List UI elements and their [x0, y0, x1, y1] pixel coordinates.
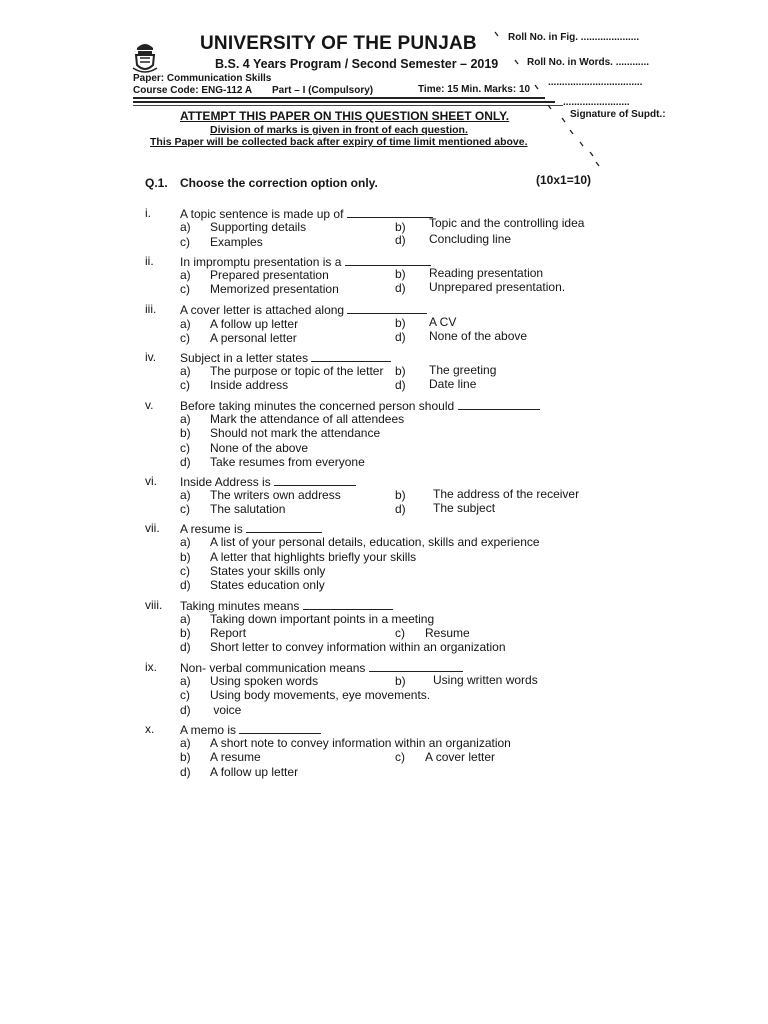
option-d: d) Short letter to convey information within an organization — [180, 640, 506, 654]
item-stem: A memo is — [180, 722, 321, 738]
item-number: ii. — [145, 254, 154, 268]
option-a: a) Mark the attendance of all attendees — [180, 412, 405, 426]
item-stem: A resume is — [180, 521, 322, 537]
question-instruction: Choose the correction option only. — [180, 176, 378, 190]
university-crest-icon — [131, 38, 159, 74]
option-b: b) — [395, 674, 406, 688]
option-a: a) A short note to convey information within an organization — [180, 736, 511, 750]
item-number: x. — [145, 722, 155, 736]
item-number: v. — [145, 398, 154, 412]
item-stem: Taking minutes means — [180, 598, 393, 614]
item-number: iii. — [145, 302, 157, 316]
course-code: Course Code: ENG-112 A — [133, 85, 253, 96]
option-c: c) A personal letter — [180, 331, 297, 345]
signature-label: Signature of Supdt.: — [570, 109, 666, 120]
option-b: b) — [395, 364, 406, 378]
option-c: c) Memorized presentation — [180, 282, 339, 296]
university-title: UNIVERSITY OF THE PUNJAB — [200, 33, 477, 54]
option-a: a) The purpose or topic of the letter — [180, 364, 384, 378]
option-d: d) — [395, 281, 406, 295]
option-b: b) — [395, 316, 406, 330]
option-c: c) Using body movements, eye movements. — [180, 688, 431, 702]
option-d-text: Unprepared presentation. — [429, 280, 566, 294]
option-a: a) The writers own address — [180, 488, 341, 502]
item-number: i. — [145, 206, 151, 220]
option-d-text: None of the above — [429, 329, 528, 343]
paper-name: Paper: Communication Skills — [133, 73, 272, 84]
option-b-text: A CV — [429, 315, 457, 329]
item-number: iv. — [145, 350, 157, 364]
part-label: Part – I (Compulsory) — [272, 85, 374, 96]
header-rule — [133, 97, 545, 99]
option-b: b) Should not mark the attendance — [180, 426, 381, 440]
option-d-text: Concluding line — [429, 232, 512, 246]
time-marks: Time: 15 Min. Marks: 10 — [418, 84, 531, 95]
item-number: viii. — [145, 598, 163, 612]
option-d: d) A follow up letter — [180, 765, 299, 779]
item-stem: Inside Address is — [180, 474, 356, 490]
roll-no-fig: Roll No. in Fig. ..................... — [508, 32, 640, 43]
option-a: a) A follow up letter — [180, 317, 299, 331]
option-d: d) — [395, 378, 406, 392]
option-c: c) A cover letter — [395, 750, 496, 764]
program-line: B.S. 4 Years Program / Second Semester – 2019 — [215, 57, 499, 71]
item-stem: In impromptu presentation is a — [180, 254, 431, 270]
option-d-text: The subject — [433, 501, 496, 515]
option-c: c) States your skills only — [180, 564, 326, 578]
option-a: a) Supporting details — [180, 220, 307, 234]
signature-line-2: ........................ — [563, 97, 630, 108]
option-c: c) None of the above — [180, 441, 309, 455]
option-c: c) Inside address — [180, 378, 289, 392]
attempt-notice: ATTEMPT THIS PAPER ON THIS QUESTION SHEET ONLY. — [180, 109, 510, 123]
option-b-text: Topic and the controlling idea — [429, 216, 585, 230]
option-b: b) — [395, 488, 406, 502]
option-b-text: The address of the receiver — [433, 487, 580, 501]
option-d-text: Date line — [429, 377, 477, 391]
signature-line: .................................. — [548, 77, 643, 88]
perforation-line — [490, 30, 610, 170]
option-b: b) — [395, 220, 406, 234]
item-stem: Non- verbal communication means — [180, 660, 463, 676]
item-number: vi. — [145, 474, 157, 488]
division-notice: Division of marks is given in front of each question. — [210, 124, 468, 136]
option-d: d) — [395, 502, 406, 516]
collected-notice: This Paper will be collected back after expiry of time limit mentioned above. — [150, 136, 528, 148]
option-d: d) States education only — [180, 578, 325, 592]
option-c: c) Resume — [395, 626, 470, 640]
option-a: a) Prepared presentation — [180, 268, 329, 282]
question-marks: (10x1=10) — [536, 173, 592, 187]
item-stem: A cover letter is attached along — [180, 302, 427, 318]
item-stem: Before taking minutes the concerned person should — [180, 398, 540, 414]
option-d: d) — [395, 330, 406, 344]
item-number: ix. — [145, 660, 157, 674]
option-c: c) Examples — [180, 235, 263, 249]
option-b-text: Using written words — [433, 673, 538, 687]
option-d: d) Take resumes from everyone — [180, 455, 365, 469]
option-b: b) A letter that highlights briefly your skills — [180, 550, 417, 564]
item-stem: Subject in a letter states — [180, 350, 391, 366]
question-number: Q.1. — [145, 176, 168, 190]
option-d: d) voice — [180, 703, 242, 717]
item-stem: A topic sentence is made up of — [180, 206, 433, 222]
roll-no-words: Roll No. in Words. ............ — [527, 57, 650, 68]
option-a: a) Using spoken words — [180, 674, 319, 688]
option-d: d) — [395, 233, 406, 247]
option-c: c) The salutation — [180, 502, 286, 516]
option-b: b) Report — [180, 626, 247, 640]
option-b-text: The greeting — [429, 363, 497, 377]
option-b: b) — [395, 267, 406, 281]
option-b-text: Reading presentation — [429, 266, 544, 280]
option-b: b) A resume — [180, 750, 261, 764]
item-number: vii. — [145, 521, 160, 535]
option-a: a) A list of your personal details, education, skills and experience — [180, 535, 540, 549]
option-a: a) Taking down important points in a meeting — [180, 612, 435, 626]
